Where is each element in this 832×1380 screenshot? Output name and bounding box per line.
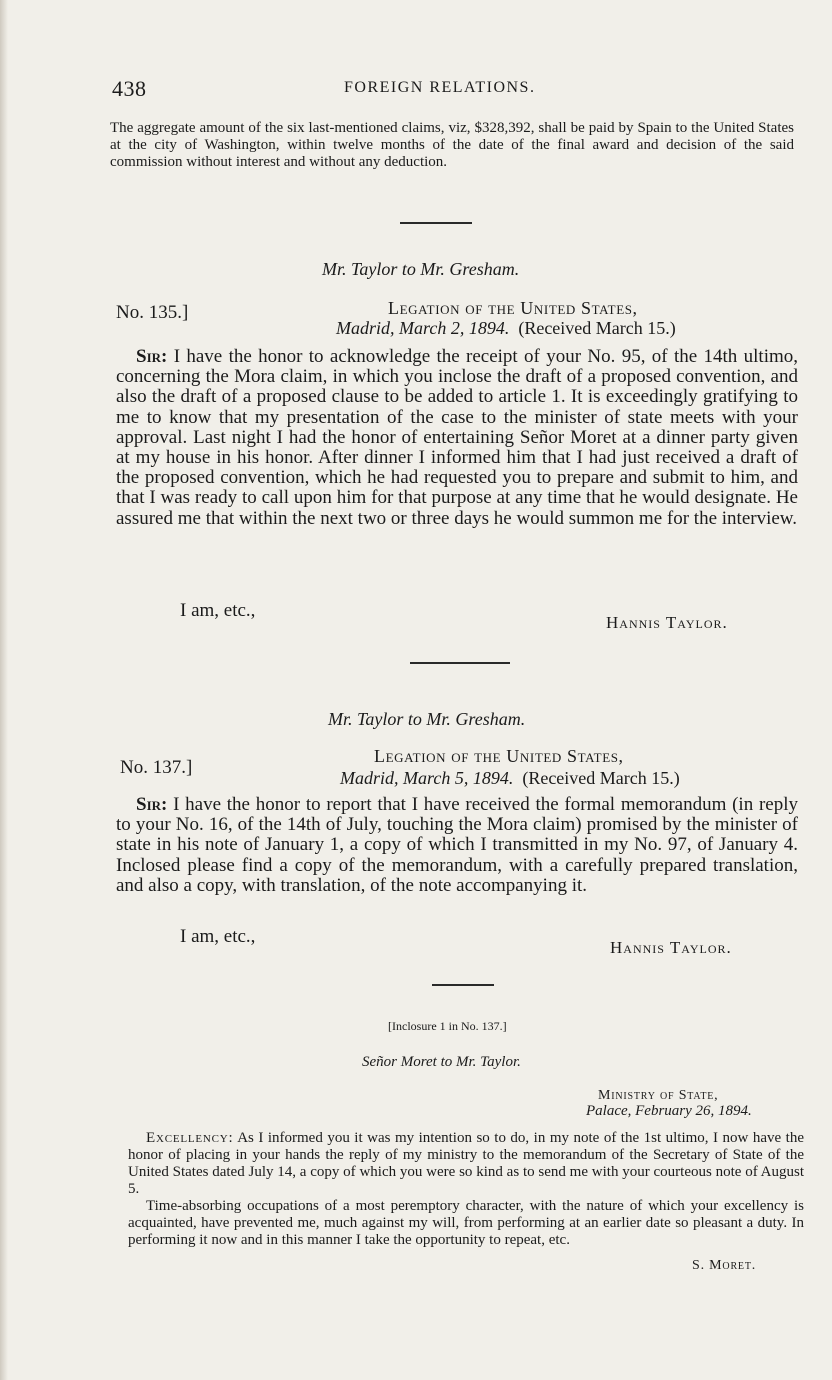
- place-date: Madrid, March 2, 1894.: [336, 318, 510, 338]
- letter-body: [116, 795, 798, 896]
- despatch-number: No. 135.]: [116, 302, 189, 323]
- place-date: Palace, February 26, 1894.: [586, 1103, 752, 1119]
- salutation: Excellency:: [146, 1130, 234, 1146]
- inclosure-body: [128, 1130, 804, 1249]
- ministry-line: Ministry of State,: [598, 1088, 719, 1103]
- legation-line: Legation of the United States,: [388, 298, 638, 318]
- salutation: Sir:: [136, 346, 168, 367]
- section-divider: [400, 222, 472, 224]
- closing: I am, etc.,: [180, 600, 256, 621]
- intro-paragraph: The aggregate amount of the six last-mentioned claims, viz, $328,392, shall be paid by Spain to the United States at the city of Washington, within twelve months of the date of the final award and decision of the said commission without interest and without any deduction.: [110, 120, 794, 170]
- page-number: 438: [112, 76, 147, 101]
- body-text: I have the honor to report that I have received the formal memorandum (in reply to your No. 16, of the 14th of July, touching the Mora claim) promised by the minister of state in his note of January 1, a copy of which I transmitted in my No. 97, of January 4. Inclosed please find a copy of the memorandum, with a carefully prepared translation, and also a copy, with translation, of the note accompanying it.: [116, 794, 798, 896]
- received-date: (Received March 15.): [522, 768, 680, 788]
- dateline: [336, 318, 676, 339]
- letter-heading: Mr. Taylor to Mr. Gresham.: [328, 709, 526, 729]
- paragraph: As I informed you it was my intention so to do, in my note of the 1st ultimo, I now have the honor of placing in your hands the reply of my ministry to the memorandum of the Secretary of State of the United States dated July 14, a copy of which you were so kind as to send me with your courteous note of August 5.: [128, 1130, 804, 1197]
- paragraph: Time-absorbing occupations of a most peremptory character, with the nature of which your excellency is acquainted, have prevented me, much against my will, from performing at an earlier date so pleasant a duty. In performing it now and in this manner I take the opportunity to repeat, etc.: [128, 1198, 804, 1248]
- inclosure-label: [Inclosure 1 in No. 137.]: [388, 1019, 507, 1033]
- inclosure-heading: Señor Moret to Mr. Taylor.: [362, 1054, 521, 1070]
- body-text: I have the honor to acknowledge the receipt of your No. 95, of the 14th ultimo, concerning the Mora claim, in which you inclose the draft of a proposed convention, and also the draft of a proposed clause to be added to article 1. It is exceedingly gratifying to me to know that my presentation of the case to the minister of state meets with your approval. Last night I had the honor of entertaining Señor Moret at a dinner party given at my house in his honor. After dinner I informed him that I had just received a draft of the proposed convention, which he had requested you to prepare and submit to him, and that I was ready to call upon him for that purpose at any time that he would designate. He assured me that within the next two or three days he would summon me for the interview.: [116, 346, 798, 529]
- running-title: FOREIGN RELATIONS.: [344, 79, 536, 96]
- dateline: [340, 768, 680, 789]
- place-date: Madrid, March 5, 1894.: [340, 768, 514, 788]
- page-edge-shadow: [0, 0, 8, 1380]
- closing: I am, etc.,: [180, 926, 256, 947]
- section-divider: [410, 662, 510, 664]
- letter-body: [116, 347, 798, 529]
- letter-heading: Mr. Taylor to Mr. Gresham.: [322, 259, 520, 279]
- section-divider: [432, 984, 494, 986]
- salutation: Sir:: [136, 794, 168, 815]
- received-date: (Received March 15.): [518, 318, 676, 338]
- signature: S. Moret.: [692, 1258, 757, 1273]
- signature: Hannis Taylor.: [606, 613, 728, 632]
- signature: Hannis Taylor.: [610, 938, 732, 957]
- legation-line: Legation of the United States,: [374, 746, 624, 766]
- despatch-number: No. 137.]: [120, 757, 193, 778]
